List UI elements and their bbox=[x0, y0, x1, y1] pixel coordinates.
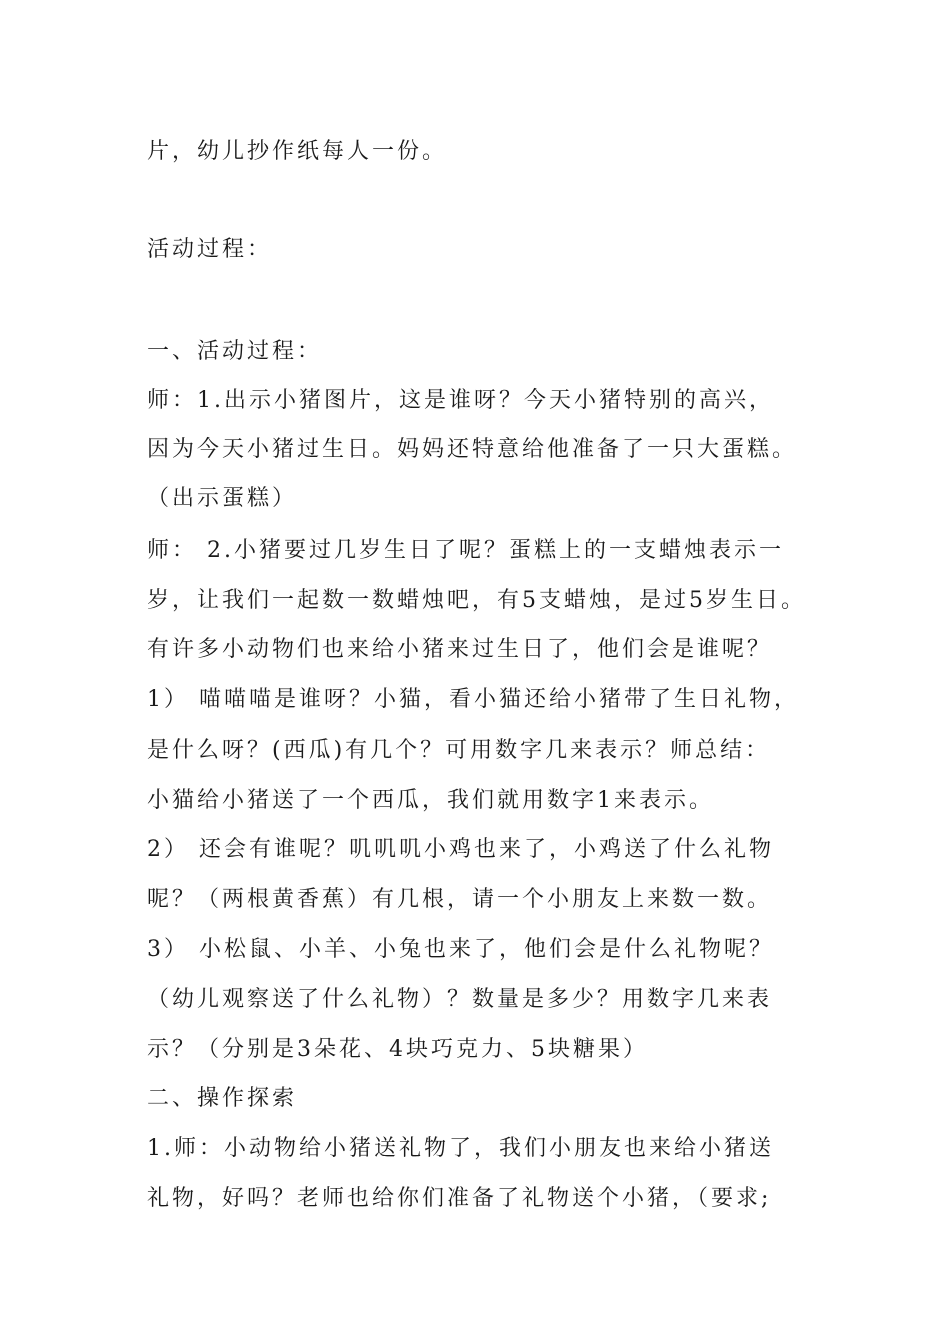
text-line: （出示蛋糕） bbox=[147, 486, 298, 511]
section-heading: 一、活动过程： bbox=[147, 339, 323, 364]
text-line: 1） 喵喵喵是谁呀？小猫，看小猫还给小猪带了生日礼物， bbox=[147, 687, 799, 712]
text-line: 呢？（两根黄香蕉）有几根，请一个小朋友上来数一数。 bbox=[147, 887, 773, 912]
text-line: 1.师：小动物给小猪送礼物了，我们小朋友也来给小猪送 bbox=[147, 1136, 774, 1161]
text-line: 片，幼儿抄作纸每人一份。 bbox=[147, 139, 448, 164]
text-line: 因为今天小猪过生日。妈妈还特意给他准备了一只大蛋糕。 bbox=[147, 437, 798, 462]
text-line: 小猫给小猪送了一个西瓜，我们就用数字1来表示。 bbox=[147, 788, 714, 813]
text-line: 2） 还会有谁呢？叽叽叽小鸡也来了，小鸡送了什么礼物 bbox=[147, 837, 774, 862]
text-line: 是什么呀？(西瓜)有几个？可用数字几来表示？师总结： bbox=[147, 738, 771, 763]
text-line: 师：1.出示小猪图片，这是谁呀？今天小猪特别的高兴， bbox=[147, 388, 774, 413]
text-line: 礼物，好吗？老师也给你们准备了礼物送个小猪，（要求; bbox=[147, 1186, 772, 1211]
text-line: 示？（分别是3朵花、4块巧克力、5块糖果） bbox=[147, 1037, 648, 1062]
text-line: 岁，让我们一起数一数蜡烛吧，有5支蜡烛，是过5岁生日。 bbox=[147, 588, 806, 613]
text-line: 3） 小松鼠、小羊、小兔也来了，他们会是什么礼物呢？ bbox=[147, 937, 774, 962]
text-line: 师： 2.小猪要过几岁生日了呢？蛋糕上的一支蜡烛表示一 bbox=[147, 538, 784, 563]
text-line: 有许多小动物们也来给小猪来过生日了，他们会是谁呢？ bbox=[147, 637, 773, 662]
section-heading: 活动过程： bbox=[147, 237, 273, 262]
text-line: （幼儿观察送了什么礼物）？数量是多少？用数字几来表 bbox=[147, 987, 773, 1012]
section-heading: 二、操作探索 bbox=[147, 1086, 298, 1111]
